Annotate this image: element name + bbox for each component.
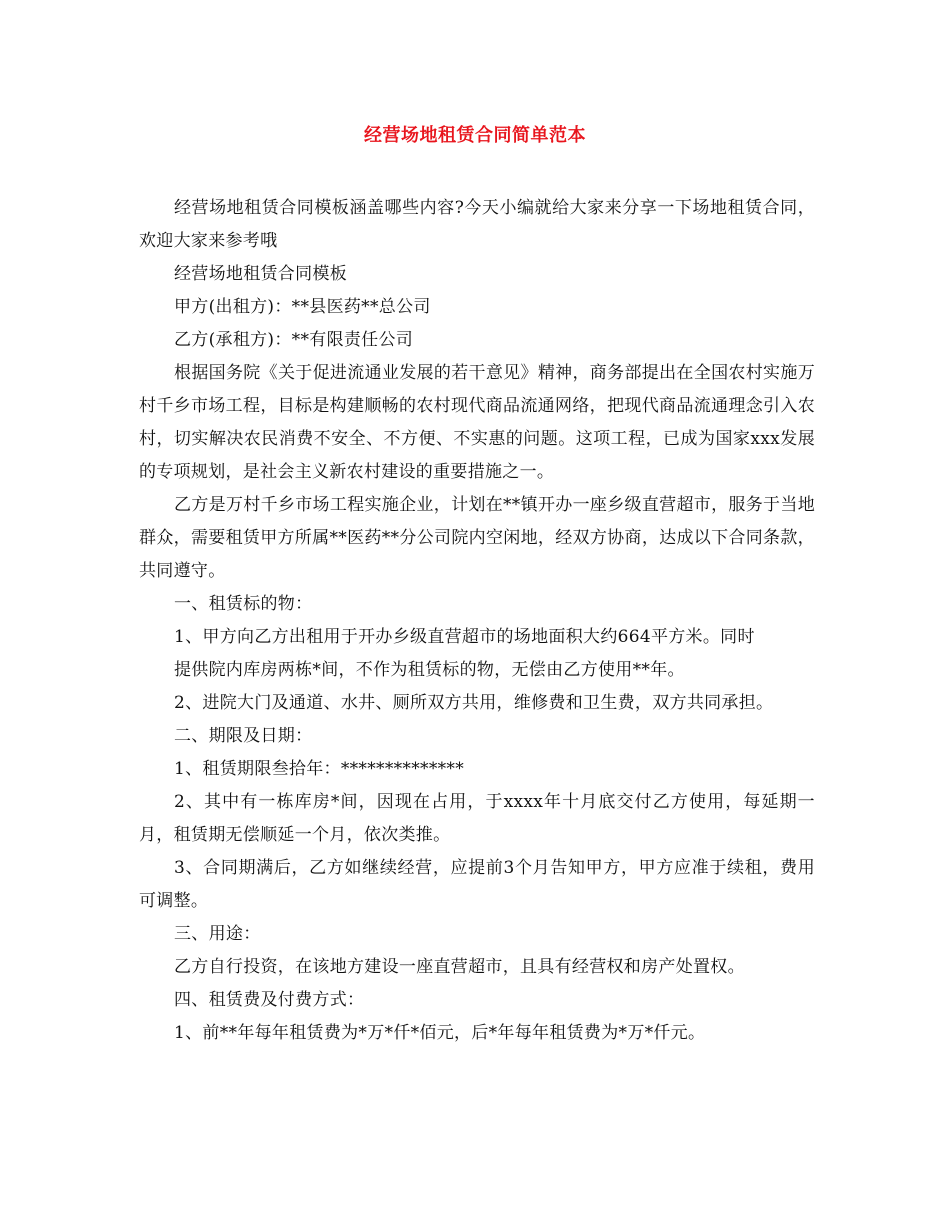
section-heading-1: 一、租赁标的物： [174, 594, 313, 614]
document-title: 经营场地租赁合同简单范本 [364, 125, 586, 146]
paragraph-1-1: 1、甲方向乙方出租用于开办乡级直营超市的场地面积大约664平方米。同时 [174, 627, 755, 647]
paragraph-3-body: 乙方自行投资，在该地方建设一座直营超市，且具有经营权和房产处置权。 [174, 957, 745, 977]
document-body [139, 192, 815, 1050]
paragraph-party-b: 乙方(承租方)：**有限责任公司 [174, 330, 414, 350]
paragraph-party-a: 甲方(出租方)：**县医药**总公司 [174, 297, 431, 317]
paragraph-4-1: 1、前**年每年租赁费为*万*仟*佰元，后*年每年租赁费为*万*仟元。 [174, 1023, 706, 1043]
paragraph-background: 根据国务院《关于促进流通业发展的若干意见》精神，商务部提出在全国农村实施万村千乡市场工程，目标是构建顺畅的农村现代商品流通网络，把现代商品流通理念引入农村，切实解决农民消费不安全、不方便、不实惠的问题。这项工程，已成为国家xxx发展的专项规划，是社会主义新农村建设的重要措施之一。 [139, 363, 815, 482]
paragraph-subtitle: 经营场地租赁合同模板 [174, 264, 347, 284]
section-heading-2: 二、期限及日期： [174, 726, 313, 746]
paragraph-1-1-cont: 提供院内库房两栋*间，不作为租赁标的物，无偿由乙方使用**年。 [174, 660, 685, 680]
paragraph-1-2: 2、进院大门及通道、水井、厕所双方共用，维修费和卫生费，双方共同承担。 [174, 693, 774, 713]
paragraph-purpose: 乙方是万村千乡市场工程实施企业，计划在**镇开办一座乡级直营超市，服务于当地群众，需要租赁甲方所属**医药**分公司院内空闲地，经双方协商，达成以下合同条款，共同遵守。 [139, 495, 815, 581]
paragraph-2-1: 1、租赁期限叁拾年：************** [174, 759, 465, 779]
section-heading-4: 四、租赁费及付费方式： [174, 990, 365, 1010]
paragraph-2-3: 3、合同期满后，乙方如继续经营，应提前3个月告知甲方，甲方应准于续租，费用可调整。 [139, 858, 815, 911]
paragraph-intro: 经营场地租赁合同模板涵盖哪些内容?今天小编就给大家来分享一下场地租赁合同，欢迎大家来参考哦 [139, 198, 815, 251]
paragraph-2-2: 2、其中有一栋库房*间，因现在占用，于xxxx年十月底交付乙方使用，每延期一月，租赁期无偿顺延一个月，依次类推。 [139, 792, 815, 845]
section-heading-3: 三、用途： [174, 924, 261, 944]
